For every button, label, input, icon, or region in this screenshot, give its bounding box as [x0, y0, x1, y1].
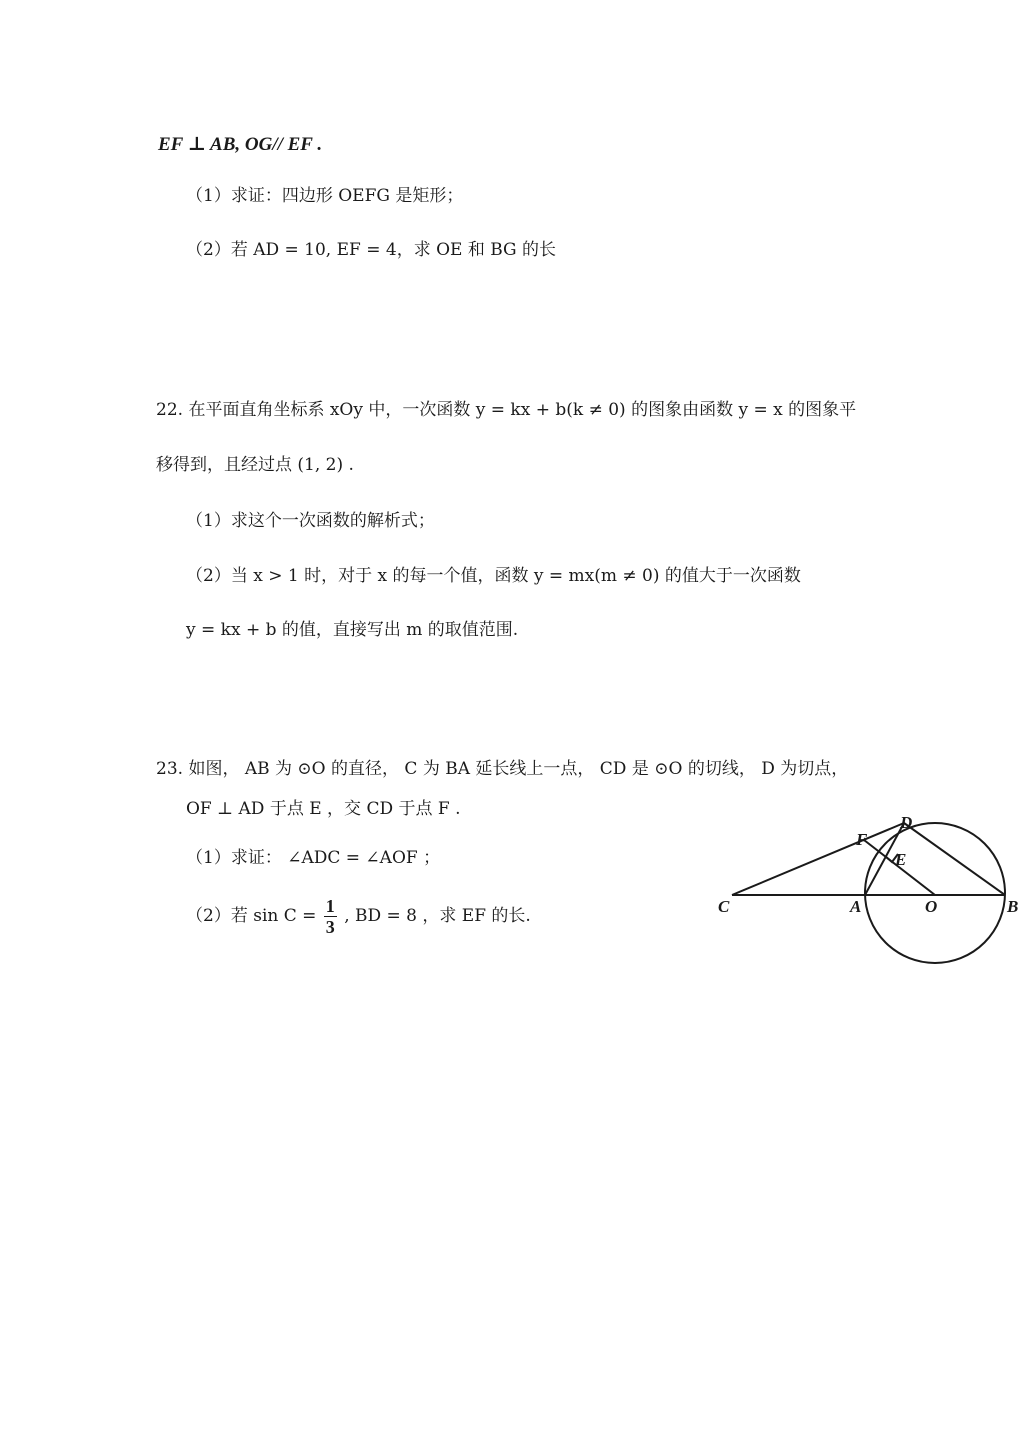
p22-question-1: （1）求这个一次函数的解析式； [186, 511, 435, 531]
p23-q2-suffix: , BD = 8 ，求 EF 的长. [344, 906, 531, 926]
p23-line1: 23. 如图， AB 为 ⊙O 的直径， C 为 BA 延长线上一点， CD 是 ⊙O 的切线， D 为切点， [156, 759, 849, 779]
p22-question-2: （2）当 x > 1 时，对于 x 的每一个值，函数 y = mx(m ≠ 0) 的值大于一次函数 [186, 566, 801, 586]
fraction-numerator: 1 [325, 896, 335, 916]
p23-question-1: （1）求证： ∠ADC = ∠AOF ； [186, 848, 441, 868]
label-o: O [925, 897, 938, 916]
p23-line2: OF ⊥ AD 于点 E ，交 CD 于点 F . [186, 799, 461, 819]
p22-question-2-cont: y = kx + b 的值，直接写出 m 的取值范围. [186, 620, 519, 640]
label-e: E [895, 850, 907, 869]
label-f: F [856, 830, 868, 849]
fraction-one-third [324, 896, 337, 937]
label-a: A [850, 897, 862, 916]
geometry-figure [712, 808, 1024, 973]
tangent-cd [732, 823, 907, 895]
p22-line2: 移得到，且经过点 (1, 2) . [156, 455, 354, 475]
p23-q2-prefix: （2）若 sin C = [186, 906, 317, 926]
p23-question-2 [186, 896, 531, 937]
label-d: D [900, 813, 913, 832]
p22-line1: 22. 在平面直角坐标系 xOy 中，一次函数 y = kx + b(k ≠ 0) 的图象由函数 y = x 的图象平 [156, 400, 857, 420]
p21-question-2: （2）若 AD = 10, EF = 4，求 OE 和 BG 的长 [186, 240, 557, 260]
p21-question-1: （1）求证：四边形 OEFG 是矩形； [186, 186, 464, 206]
p21-line1: EF ⊥ AB, OG// EF . [158, 134, 323, 155]
fraction-denominator: 3 [325, 917, 335, 937]
label-c: C [718, 897, 730, 916]
label-b: B [1007, 897, 1019, 916]
chord-bd [904, 823, 1005, 895]
